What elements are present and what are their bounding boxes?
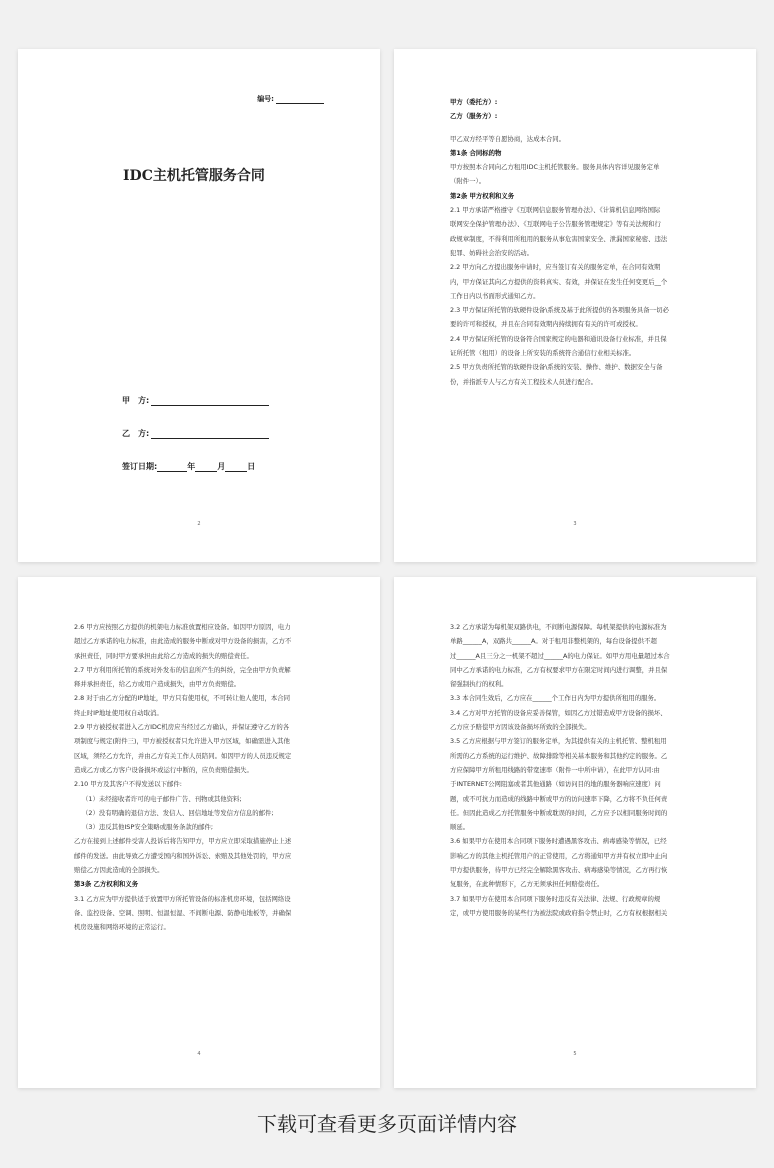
contract-number-label: 编号: <box>257 95 274 103</box>
page-number: 2 <box>197 521 201 527</box>
paragraph-line: 证所托管（租用）的设备上所安装的系统符合通信行业相关标准。 <box>450 349 636 358</box>
party-b-field <box>122 428 269 439</box>
month-label: 月 <box>217 462 226 471</box>
paragraph-line: 赔偿乙方因此造成的全部损失。 <box>74 866 164 875</box>
section-heading: 第2条 甲方权利和义务 <box>450 191 515 200</box>
paragraph-line: 留强制执行的权利。 <box>450 680 508 689</box>
page-number: 4 <box>197 1051 201 1057</box>
paragraph-line: 2.1 甲方承诺严格遵守《互联网信息服务管理办法》、《计算机信息网络国际 <box>450 206 661 215</box>
contract-number <box>257 94 324 104</box>
paragraph-line: 2.10 甲方及其客户不得发送以下邮件: <box>74 780 182 789</box>
day-label: 日 <box>247 462 256 471</box>
page-body <box>450 95 700 389</box>
paragraph-line: 乙方在接到上述邮件受害人投诉后将告知甲方，甲方应立即采取措施停止上述 <box>74 837 292 846</box>
paragraph-line: 3.5 乙方应根据与甲方签订的服务定单，为其提供有关的主机托管、整机租用 <box>450 737 667 746</box>
party-a-label: 甲 方: <box>122 396 150 405</box>
paragraph-line: （2）没有明确的退信方法、发信人、回信地址等发信方信息的邮件; <box>82 808 274 817</box>
paragraph-line: 内，甲方保证其向乙方提供的资料真实、有效，并保证在发生任何变更后__个 <box>450 277 668 286</box>
paragraph-line: 任。但因此造成乙方托管服务中断或耽误的时间，乙方应予以相同服务时间的 <box>450 808 668 817</box>
paragraph-line: 终止时IP地址使用权自动取消。 <box>74 708 163 717</box>
section-heading: 乙方（服务方）: <box>450 112 498 121</box>
paragraph-line: 单路______A，双路共______A。对于租用非整机架的，每台设备提供不超 <box>450 637 657 646</box>
spacer <box>450 124 700 132</box>
paragraph-line: 2.5 甲方负责所托管的软硬件设备\系统的安装、操作、维护、数据安全与备 <box>450 363 663 372</box>
page-body <box>74 620 324 935</box>
sign-date-field <box>122 461 255 472</box>
section-heading: 第1条 合同标的物 <box>450 148 502 157</box>
paragraph-line: 3.3 本合同生效后，乙方应在______个工作日内为甲方提供所租用的服务。 <box>450 694 661 703</box>
paragraph-line: 2.6 甲方应按照乙方提供的机架电力标准放置相应设备。如因甲方原因，电力 <box>74 623 291 631</box>
paragraph-line: 2.4 甲方保证所托管的设备符合国家规定的电器和通讯设备行业标准，并且保 <box>450 334 667 343</box>
party-b-label: 乙 方: <box>122 429 150 438</box>
paragraph-line: 超过乙方承诺的电力标准，由此造成的服务中断或对甲方设备的损害，乙方不 <box>74 637 292 646</box>
paragraph-line: 顺延。 <box>450 823 470 832</box>
contract-title: IDC主机托管服务合同 <box>123 168 265 184</box>
paragraph-line: 份，并指派专人与乙方有关工程技术人员进行配合。 <box>450 377 597 386</box>
party-b-blank <box>151 429 269 439</box>
paragraph-line: 复服务，在此种情形下，乙方无须承担任何赔偿责任。 <box>450 880 604 889</box>
paragraph-line: 造成乙方或乙方客户设备损坏或运行中断的，应负责赔偿损失。 <box>74 765 253 774</box>
party-a-field <box>122 395 269 406</box>
paragraph-line: 方应保障甲方所租用线路的带宽速率（附件一中所申请），在此甲方认同:由 <box>450 765 660 774</box>
section-heading: 甲方（委托方）: <box>450 98 498 106</box>
paragraph-line: 题，或不可抗力而造成的线路中断或甲方的访问速率下降，乙方将不负任何责 <box>450 794 668 803</box>
download-more-caption[interactable]: 下载可查看更多页面详情内容 <box>257 1112 517 1136</box>
paragraph-line: 工作日内以书面形式通知乙方。 <box>450 291 540 300</box>
paragraph-line: 邮件的发送。由此导致乙方遭受国内和国外诉讼、索赔及其他处罚的，甲方应 <box>74 851 292 860</box>
paragraph-line: 甲乙双方经平等自愿协商，达成本合同。 <box>450 134 566 143</box>
paragraph-line: 犯罪、妨碍社会治安的活动。 <box>450 248 534 257</box>
party-a-blank <box>151 396 269 406</box>
paragraph-line: 定，或甲方使用服务的某些行为被法院或政府指令禁止时，乙方有权根据相关 <box>450 908 668 917</box>
paragraph-line: 要的许可和授权，并且在合同有效期内持续拥有有关的许可或授权。 <box>450 320 642 329</box>
page-2 <box>394 49 756 562</box>
month-blank <box>195 462 217 472</box>
paragraph-line: 3.7 如果甲方在使用本合同项下服务时违反有关法律、法规、行政规章的规 <box>450 894 661 903</box>
page-3 <box>18 577 380 1088</box>
section-heading: 第3条 乙方权利和义务 <box>74 880 139 889</box>
paragraph-line: 3.6 如果甲方在使用本合同项下服务时遭遇黑客攻击、病毒感染等情况，已经 <box>450 837 667 846</box>
paragraph-line: 3.2 乙方承诺为每机架双路供电，不间断电源保障。每机架提供的电源标准为 <box>450 623 667 631</box>
page-4 <box>394 577 756 1088</box>
paragraph-line: 区域，须经乙方允许，并由乙方有关工作人员陪同。如因甲方的人员违反规定 <box>74 751 292 760</box>
page-number: 3 <box>573 521 577 527</box>
paragraph-line: （3）违反其他ISP安全策略或服务条款的邮件; <box>82 823 214 832</box>
paragraph-line: 机房设施和网络环境的正常运行。 <box>74 923 170 932</box>
paragraph-line: 2.7 甲方利用所托管的系统对外发布的信息所产生的纠纷，完全由甲方负责解 <box>74 665 291 674</box>
sign-date-label: 签订日期: <box>122 462 158 471</box>
paragraph-line: 3.4 乙方对甲方托管的设备应妥善保管，如因乙方过错造成甲方设备的损坏、 <box>450 708 667 717</box>
page-number: 5 <box>573 1051 577 1057</box>
paragraph-line: 2.2 甲方向乙方提出服务申请时，应当签订有关的服务定单，在合同有效期 <box>450 263 661 272</box>
paragraph-line: 释并承担责任，给乙方或用户造成损失，由甲方负责赔偿。 <box>74 680 241 689</box>
year-label: 年 <box>187 462 196 471</box>
paragraph-line: 政规章制度，不得利用所租用的服务从事危害国家安全、泄漏国家秘密、违法 <box>450 234 668 243</box>
paragraph-line: 承担责任，同时甲方要承担由此给乙方造成的损失的赔偿责任。 <box>74 651 253 660</box>
paragraph-line: 3.1 乙方应为甲方提供适于放置甲方所托管设备的标准机房环境，包括网络设 <box>74 894 291 903</box>
page-body <box>450 620 700 920</box>
paragraph-line: 同中乙方承诺的电力标准，乙方有权要求甲方在限定时间内进行调整，并且保 <box>450 665 668 674</box>
paragraph-line: 所需的乙方系统的运行维护、故障排除等相关基本服务和其他约定的服务。乙 <box>450 751 668 760</box>
paragraph-line: 过______A且三分之一机架不超过______A的电力保证。如甲方用电量超过本合 <box>450 651 670 660</box>
paragraph-line: 2.8 对于由乙方分配的IP地址，甲方只有使用权，不可转让他人使用，本合同 <box>74 694 291 703</box>
paragraph-line: 联网安全保护管理办法》、《互联网电子公告服务管理规定》等有关法规和行 <box>450 220 661 229</box>
paragraph-line: 2.3 甲方保证所托管的软硬件设备\系统及基于此所提供的各项服务具备一切必 <box>450 306 669 315</box>
paragraph-line: （附件一）。 <box>450 177 486 186</box>
page-cover <box>18 49 380 562</box>
paragraph-line: 备、监控设备、空调、照明、恒温恒湿、不间断电源、防静电地板等，并确保 <box>74 908 292 917</box>
paragraph-line: 乙方应予赔偿甲方因该设备损坏所致的全部损失。 <box>450 723 591 732</box>
paragraph-line: （1）未经接收者许可的电子邮件广告、刊物或其他资料; <box>82 794 242 803</box>
paragraph-line: 甲方按照本合同向乙方租用IDC主机托管服务。服务具体内容详见服务定单 <box>450 163 660 172</box>
paragraph-line: 甲方提供服务，待甲方已经完全解除黑客攻击、病毒感染等情况，乙方再行恢 <box>450 866 668 875</box>
paragraph-line: 影响乙方的其他主机托管用户的正常使用，乙方将通知甲方并有权立即中止向 <box>450 851 668 860</box>
paragraph-line: 于INTERNET公网阻塞或者其他通路（如访问目的地的服务器响应速度）问 <box>450 780 661 789</box>
paragraph-line: 项制度与规定(附件三)，甲方被授权者只允许进入甲方区域，如确需进入其他 <box>74 737 290 746</box>
year-blank <box>157 462 187 472</box>
paragraph-line: 2.9 甲方被授权者进入乙方IDC机房应当经过乙方确认，并保证遵守乙方的各 <box>74 723 290 732</box>
day-blank <box>225 462 247 472</box>
contract-number-blank <box>276 94 324 104</box>
